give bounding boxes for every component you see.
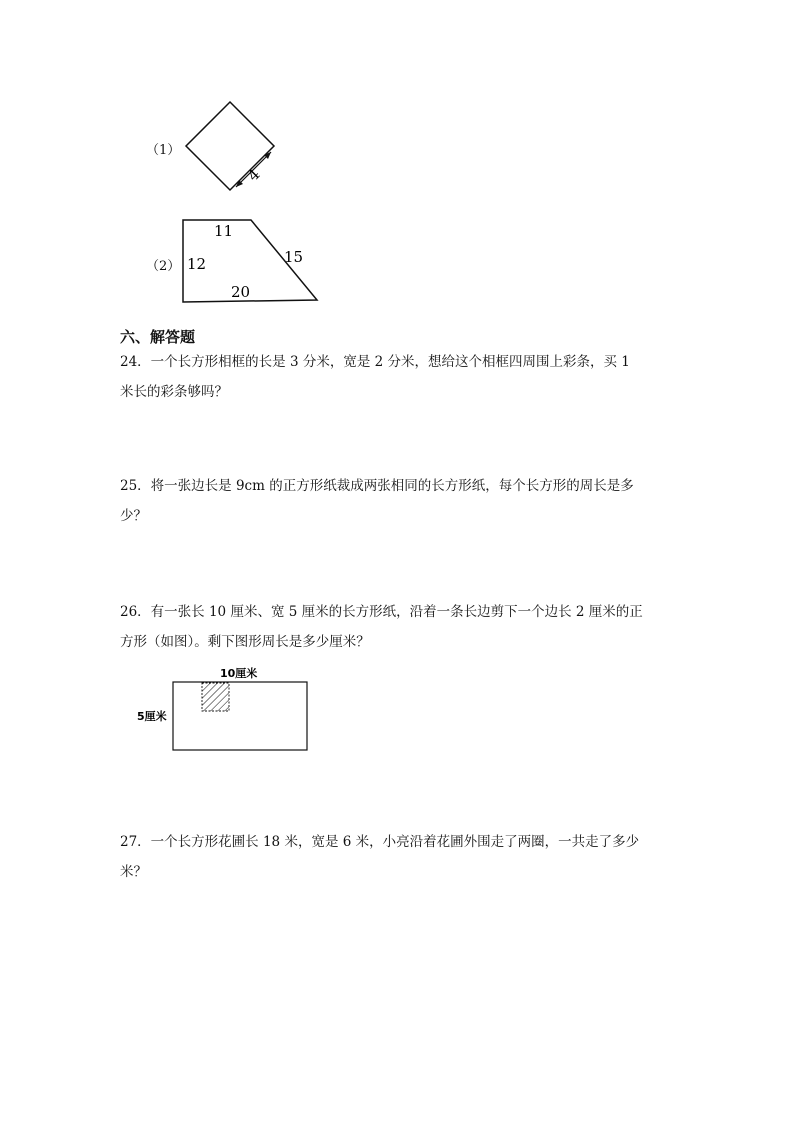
question-26-figure [132, 662, 322, 758]
figure-width-label: 10厘米 [220, 667, 258, 680]
trapezoid-top-label: 11 [214, 222, 234, 240]
question-26 [120, 602, 643, 652]
figure-2-label: （2） [146, 259, 181, 274]
section-title: 六、解答题 [120, 328, 196, 346]
trapezoid-left-label: 12 [187, 255, 207, 273]
figure-1-square-diagram [180, 98, 280, 194]
question-24 [120, 352, 630, 402]
question-27-line-2: 米？ [120, 864, 147, 880]
figure-1-label: （1） [146, 143, 181, 158]
question-25-line-1: 25．将一张边长是 9cm 的正方形纸裁成两张相同的长方形纸，每个长方形的周长是多 [120, 478, 634, 494]
cut-square-hatched [202, 683, 229, 711]
question-26-line-2: 方形（如图）。剩下图形周长是多少厘米？ [120, 634, 370, 650]
question-25-line-2: 少？ [120, 508, 147, 524]
question-27-line-1: 27．一个长方形花圃长 18 米，宽是 6 米，小亮沿着花圃外围走了两圈，一共走了多少 [120, 834, 640, 850]
figure-2-trapezoid-diagram [176, 214, 326, 310]
paper-rectangle [173, 682, 307, 750]
question-26-line-1: 26．有一张长 10 厘米、宽 5 厘米的长方形纸，沿着一条长边剪下一个边长 2 厘米的正 [120, 604, 643, 620]
question-24-line-1: 24．一个长方形相框的长是 3 分米，宽是 2 分米，想给这个相框四周围上彩条，买 1 [120, 354, 630, 370]
question-25 [120, 476, 634, 526]
square-side-label: 4 [244, 165, 264, 185]
question-27 [120, 832, 639, 882]
trapezoid-slant-label: 15 [284, 248, 304, 266]
question-24-line-2: 米长的彩条够吗？ [120, 384, 228, 400]
trapezoid-bottom-label: 20 [231, 283, 251, 301]
figure-height-label: 5厘米 [137, 710, 167, 723]
